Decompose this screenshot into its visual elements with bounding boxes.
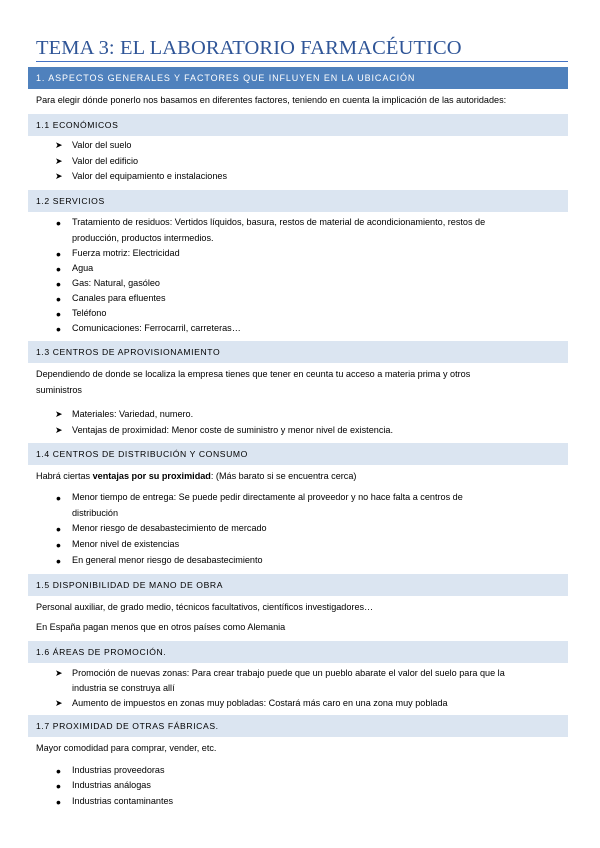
list-item-continuation: producción, productos intermedios. [72,233,214,243]
arrow-bullet-icon: ➤ [55,156,63,166]
arrow-bullet-icon: ➤ [55,140,63,150]
arrow-bullet-icon: ➤ [55,668,63,678]
list-item: Comunicaciones: Ferrocarril, carreteras… [72,323,241,333]
dot-bullet-icon: • [56,215,61,231]
subsection-heading-1-1: 1.1 ECONÓMICOS [28,114,568,136]
paragraph-continuation: suministros [36,385,82,395]
dot-bullet-icon: • [56,490,61,506]
subsection-heading-1-6: 1.6 ÁREAS DE PROMOCIÓN. [28,641,568,663]
arrow-bullet-icon: ➤ [55,171,63,181]
list-item: Teléfono [72,308,107,318]
subsection-heading-1-3: 1.3 CENTROS DE APROVISIONAMIENTO [28,341,568,363]
list-item: Promoción de nuevas zonas: Para crear trabajo puede que un pueblo abarate el valor del suelo para que la [72,668,505,678]
list-item: Aumento de impuestos en zonas muy pobladas: Costará más caro en una zona muy poblada [72,698,448,708]
paragraph: Personal auxiliar, de grado medio, técnicos facultativos, científicos investigadores… [36,602,374,612]
dot-bullet-icon: • [56,276,61,292]
dot-bullet-icon: • [56,763,61,779]
dot-bullet-icon: • [56,553,61,569]
dot-bullet-icon: • [56,246,61,262]
arrow-bullet-icon: ➤ [55,698,63,708]
lead-bold-text: ventajas por su proximidad [92,471,211,481]
list-item: Materiales: Variedad, numero. [72,409,194,419]
dot-bullet-icon: • [56,306,61,322]
list-item: Gas: Natural, gasóleo [72,278,160,288]
list-item: Valor del edificio [72,156,139,166]
list-item: Menor tiempo de entrega: Se puede pedir directamente al proveedor y no hace falta a centros de [72,492,463,502]
paragraph: Mayor comodidad para comprar, vender, etc. [36,743,217,753]
list-item: Ventajas de proximidad: Menor coste de suministro y menor nivel de existencia. [72,425,393,435]
lead-text: Habrá ciertas [36,471,93,481]
list-item: Tratamiento de residuos: Vertidos líquidos, basura, restos de material de acondicionamiento, restos de [72,217,486,227]
document-title: TEMA 3: EL LABORATORIO FARMACÉUTICO [36,37,462,59]
list-item: Valor del suelo [72,140,132,150]
dot-bullet-icon: • [56,794,61,810]
dot-bullet-icon: • [56,521,61,537]
list-item: Menor nivel de existencias [72,539,180,549]
list-item: Industrias proveedoras [72,765,165,775]
subsection-heading-1-2: 1.2 SERVICIOS [28,190,568,212]
subsection-heading-1-5: 1.5 DISPONIBILIDAD DE MANO DE OBRA [28,574,568,596]
list-item: Agua [72,263,94,273]
paragraph: En España pagan menos que en otros países como Alemania [36,622,286,632]
subsection-heading-1-4: 1.4 CENTROS DE DISTRIBUCIÓN Y CONSUMO [28,443,568,465]
arrow-bullet-icon: ➤ [55,425,63,435]
list-item: En general menor riesgo de desabastecimiento [72,555,263,565]
list-item: Industrias contaminantes [72,796,174,806]
arrow-bullet-icon: ➤ [55,409,63,419]
dot-bullet-icon: • [56,537,61,553]
lead-text-tail: : (Más barato si se encuentra cerca) [210,471,357,481]
subsection-heading-1-7: 1.7 PROXIMIDAD DE OTRAS FÁBRICAS. [28,715,568,737]
title-underline [36,61,568,62]
dot-bullet-icon: • [56,261,61,277]
list-item: Menor riesgo de desabastecimiento de mercado [72,523,267,533]
paragraph [36,469,566,485]
list-item: Canales para efluentes [72,293,166,303]
dot-bullet-icon: • [56,778,61,794]
section-1-intro: Para elegir dónde ponerlo nos basamos en diferentes factores, teniendo en cuenta la implicación de las autoridades: [36,95,507,105]
list-item: Industrias análogas [72,780,151,790]
paragraph: Dependiendo de donde se localiza la empresa tienes que tener en ceunta tu acceso a materia prima y otros [36,369,471,379]
dot-bullet-icon: • [56,321,61,337]
list-item-continuation: distribución [72,508,118,518]
list-item: Valor del equipamiento e instalaciones [72,171,228,181]
list-item: Fuerza motriz: Electricidad [72,248,180,258]
section-heading-1: 1. ASPECTOS GENERALES Y FACTORES QUE INFLUYEN EN LA UBICACIÓN [28,67,568,89]
dot-bullet-icon: • [56,291,61,307]
list-item-continuation: industria se construya allí [72,683,175,693]
